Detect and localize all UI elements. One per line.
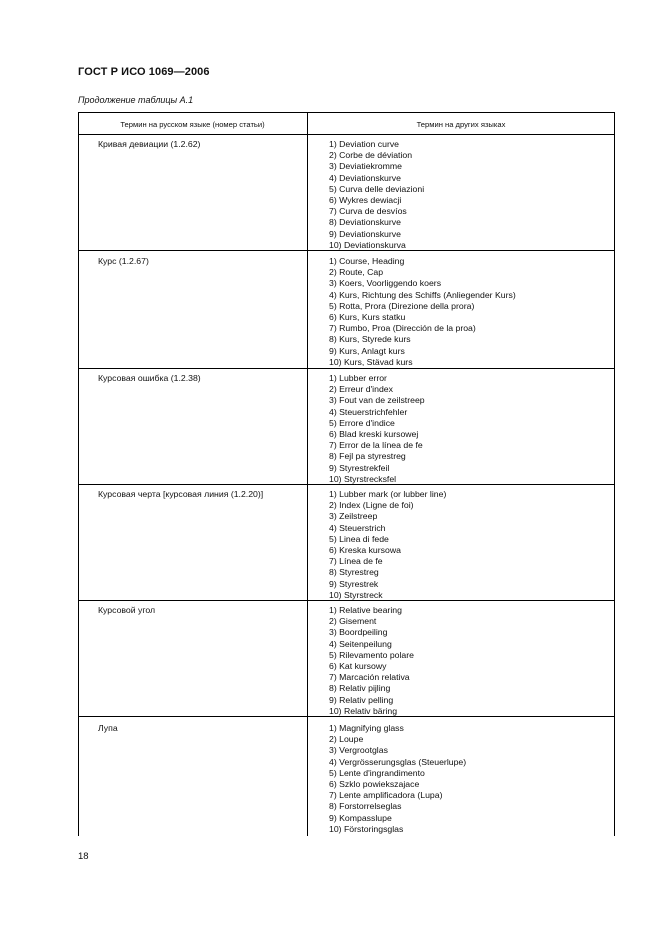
page-number: 18 <box>78 851 89 862</box>
translation-item: 2) Index (Ligne de foi) <box>329 500 414 511</box>
translation-item: 7) Curva de desvíos <box>329 206 407 217</box>
translation-item: 6) Kreska kursowa <box>329 545 401 556</box>
translation-item: 2) Gisement <box>329 616 377 627</box>
translation-item: 5) Errore d'indice <box>329 417 395 428</box>
translation-item: 7) Lente amplificadora (Lupa) <box>329 790 443 801</box>
translation-item: 8) Fejl pa styrestreg <box>329 451 406 462</box>
translation-item: 2) Route, Cap <box>329 267 384 278</box>
translation-item: 3) Deviatiekromme <box>329 161 402 172</box>
column-header-russian: Термин на русском языке (номер статьи) <box>120 120 265 129</box>
document-title: ГОСТ Р ИСО 1069—2006 <box>78 66 210 78</box>
russian-term: Курсовая ошибка (1.2.38) <box>98 373 201 383</box>
translation-item: 10) Deviationskurva <box>329 239 406 250</box>
russian-term: Кривая девиации (1.2.62) <box>98 139 201 149</box>
translation-item: 4) Steuerstrichfehler <box>329 406 408 417</box>
translation-item: 5) Linea di fede <box>329 533 389 544</box>
translation-item: 2) Erreur d'index <box>329 384 393 395</box>
translation-item: 3) Fout van de zeilstreep <box>329 395 425 406</box>
translation-item: 8) Kurs, Styrede kurs <box>329 334 411 345</box>
russian-term: Курсовая черта [курсовая линия (1.2.20)] <box>98 489 264 499</box>
translation-item: 7) Rumbo, Proa (Dirección de la proa) <box>329 323 476 334</box>
translation-item: 5) Rotta, Prora (Direzione della prora) <box>329 300 475 311</box>
translation-item: 9) Styrestrekfeil <box>329 462 390 473</box>
translation-item: 8) Relativ pijling <box>329 683 391 694</box>
translation-item: 4) Seitenpeilung <box>329 638 392 649</box>
translation-item: 4) Deviationskurve <box>329 172 401 183</box>
translation-item: 10) Förstoringsglas <box>329 823 404 834</box>
other-language-terms <box>329 723 466 835</box>
translation-item: 4) Kurs, Richtung des Schiffs (Anliegender Kurs) <box>329 289 516 300</box>
header-bottom-rule <box>78 134 615 135</box>
translation-item: 1) Lubber error <box>329 373 387 383</box>
translation-item: 2) Corbe de déviation <box>329 150 413 161</box>
translation-item: 3) Vergrootglas <box>329 745 388 756</box>
table-top-border <box>78 112 615 113</box>
translation-item: 2) Loupe <box>329 734 364 745</box>
translation-item: 5) Curva delle deviazioni <box>329 183 425 194</box>
translation-item: 1) Lubber mark (or lubber line) <box>329 489 447 499</box>
other-language-terms <box>329 605 414 717</box>
translation-item: 8) Deviationskurve <box>329 217 401 228</box>
translation-item: 6) Kat kursowy <box>329 661 387 672</box>
other-language-terms <box>329 256 516 368</box>
translation-item: 6) Blad kreski kursowej <box>329 429 419 440</box>
translation-item: 3) Zeilstreep <box>329 511 378 522</box>
translation-item: 1) Course, Heading <box>329 256 405 266</box>
russian-term: Курс (1.2.67) <box>98 256 149 266</box>
translation-item: 4) Steuerstrich <box>329 522 386 533</box>
other-language-terms <box>329 489 446 601</box>
translation-item: 9) Kurs, Anlagt kurs <box>329 345 405 356</box>
translation-item: 6) Szklo powiekszajace <box>329 779 420 790</box>
translation-item: 8) Styrestreg <box>329 567 379 578</box>
translation-item: 1) Magnifying glass <box>329 723 404 733</box>
translation-item: 9) Deviationskurve <box>329 228 401 239</box>
table-right-border <box>614 112 615 836</box>
translation-item: 3) Koers, Voorliggendo koers <box>329 278 442 289</box>
translation-item: 1) Relative bearing <box>329 605 402 615</box>
translation-item: 9) Styrestrek <box>329 578 379 589</box>
translation-item: 5) Lente d'ingrandimento <box>329 767 425 778</box>
translation-item: 5) Rilevamento polare <box>329 649 414 660</box>
translation-item: 6) Kurs, Kurs statku <box>329 312 406 323</box>
translation-item: 10) Styrstrecksfel <box>329 473 397 484</box>
terms-table <box>78 112 615 836</box>
translation-item: 6) Wykres dewiacji <box>329 195 402 206</box>
translation-item: 10) Kurs, Stävad kurs <box>329 356 413 367</box>
column-header-other-languages: Термин на других языках <box>416 120 506 129</box>
translation-item: 3) Boordpeiling <box>329 627 388 638</box>
table-caption: Продолжение таблицы А.1 <box>78 95 194 105</box>
translation-item: 7) Error de la línea de fe <box>329 440 423 451</box>
table-column-divider <box>307 112 308 836</box>
other-language-terms <box>329 139 424 251</box>
translation-item: 10) Styrstreck <box>329 589 383 600</box>
translation-item: 9) Relativ pelling <box>329 694 394 705</box>
table-left-border <box>78 112 79 836</box>
russian-term: Курсовой угол <box>98 605 156 615</box>
other-language-terms <box>329 373 425 485</box>
translation-item: 4) Vergrösserungsglas (Steuerlupe) <box>329 756 467 767</box>
translation-item: 7) Marcación relativa <box>329 672 410 683</box>
translation-item: 9) Kompasslupe <box>329 812 392 823</box>
russian-term: Лупа <box>98 723 118 733</box>
translation-item: 10) Relativ bäring <box>329 705 398 716</box>
translation-item: 7) Línea de fe <box>329 556 383 567</box>
translation-item: 1) Deviation curve <box>329 139 400 149</box>
translation-item: 8) Forstorrelseglas <box>329 801 402 812</box>
row-divider <box>78 368 615 369</box>
